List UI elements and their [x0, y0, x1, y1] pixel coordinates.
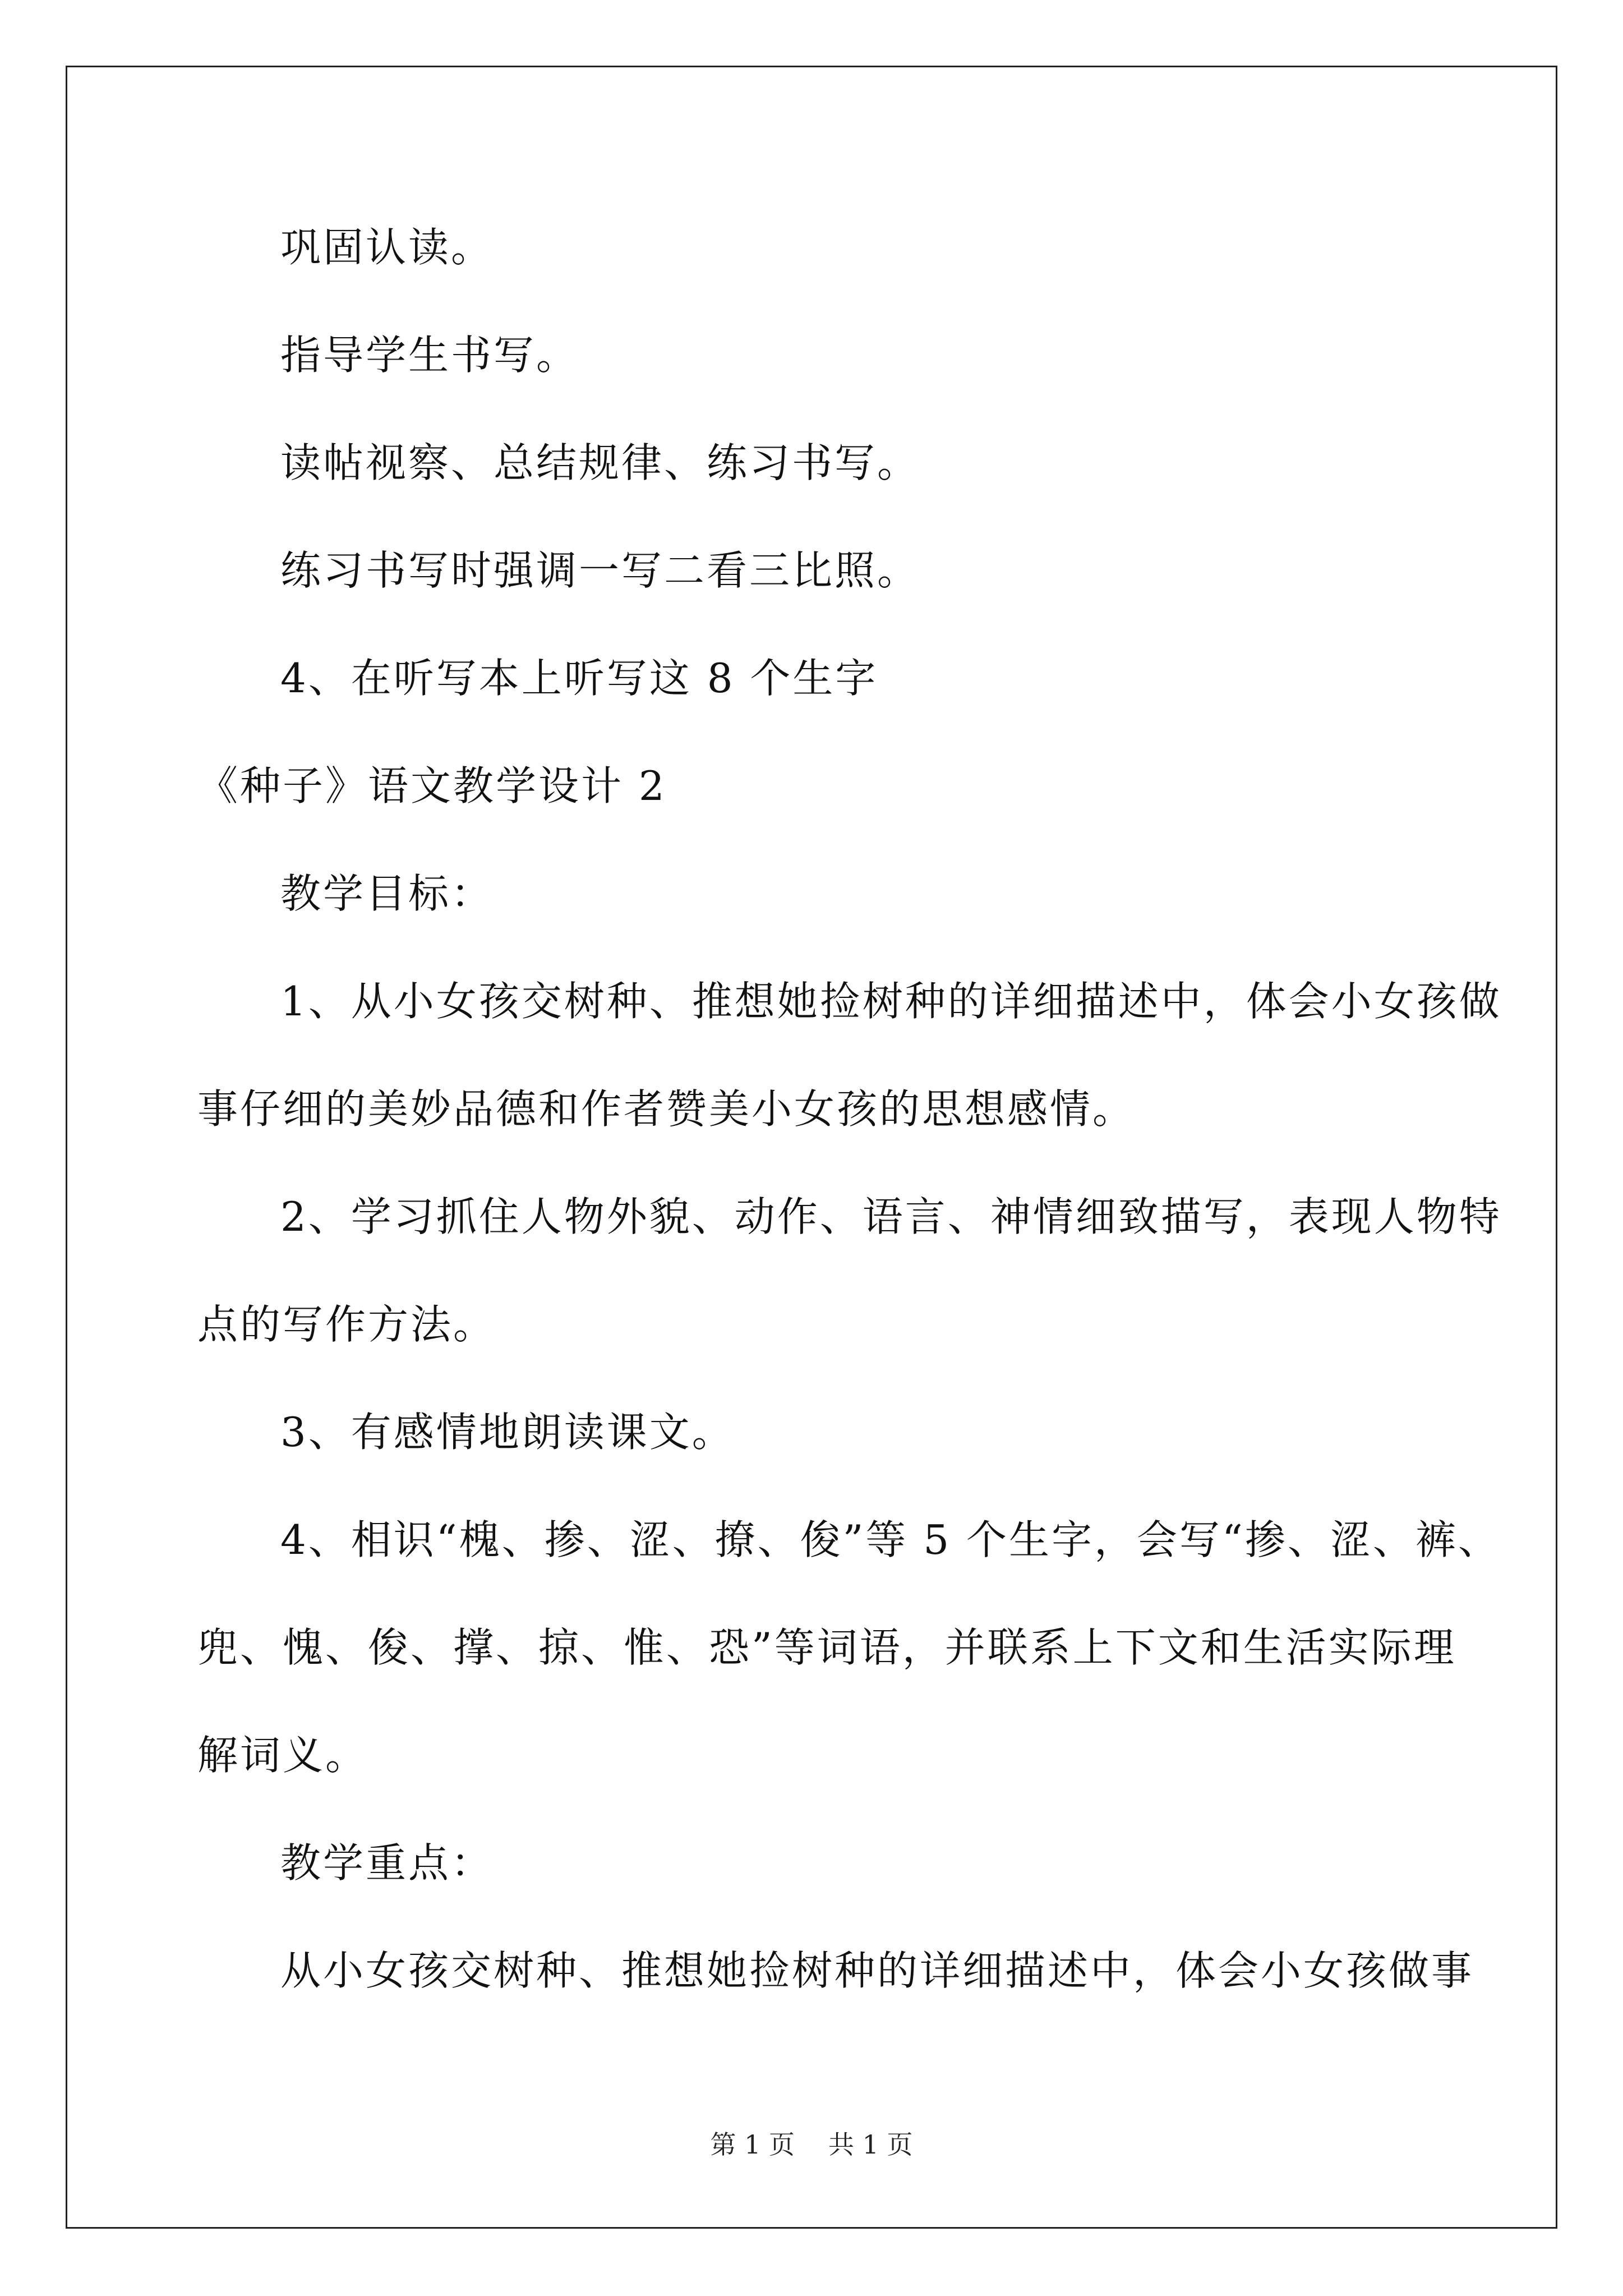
goal-1-line-1: 1、从小女孩交树种、推想她捡树种的详细描述中，体会小女孩做 [280, 978, 1502, 1025]
body-line-3: 读帖视察、总结规律、练习书写。 [280, 439, 920, 486]
body-line-1: 巩固认读。 [280, 224, 494, 271]
goal-2-line-2: 点的写作方法。 [197, 1301, 496, 1348]
page-number: 第 1 页 [710, 2129, 795, 2160]
heading-teaching-goals: 教学目标： [280, 870, 494, 917]
page-border [66, 66, 1557, 2229]
page-total: 共 1 页 [828, 2129, 913, 2160]
goal-4-line-2: 兜、愧、俊、撑、掠、惟、恐”等词语，并联系上下文和生活实际理 [197, 1624, 1456, 1671]
goal-1-line-2: 事仔细的美妙品德和作者赞美小女孩的思想感情。 [197, 1085, 1136, 1133]
body-line-5: 4、在听写本上听写这 8 个生字 [280, 655, 878, 702]
goal-2-line-1: 2、学习抓住人物外貌、动作、语言、神情细致描写，表现人物特 [280, 1193, 1502, 1240]
goal-3: 3、有感情地朗读课文。 [280, 1409, 735, 1456]
goal-4-line-3: 解词义。 [197, 1732, 368, 1779]
body-line-4: 练习书写时强调一写二看三比照。 [280, 547, 920, 594]
goal-4-line-1: 4、相识“槐、掺、涩、撩、俊”等 5 个生字，会写“掺、涩、裤、 [280, 1516, 1501, 1563]
body-line-2: 指导学生书写。 [280, 332, 579, 379]
section-title: 《种子》语文教学设计 2 [197, 762, 667, 809]
page-footer [0, 2129, 1623, 2160]
heading-key-points: 教学重点： [280, 1839, 494, 1887]
key-point-line-1: 从小女孩交树种、推想她捡树种的详细描述中，体会小女孩做事 [280, 1947, 1474, 1994]
